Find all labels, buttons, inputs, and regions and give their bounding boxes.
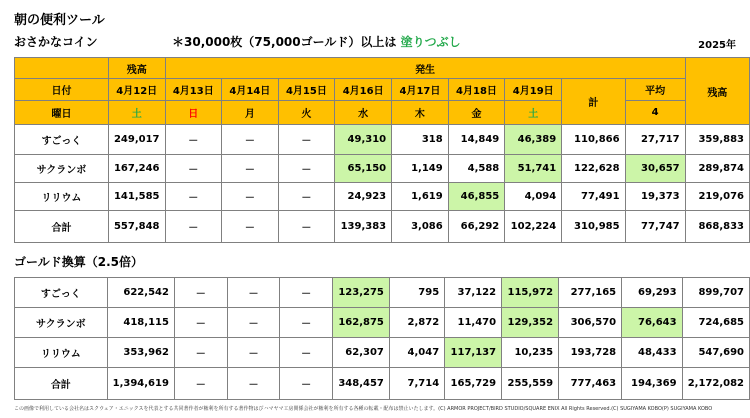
start-balance: 141,585: [108, 183, 165, 211]
daily-value: －: [278, 125, 335, 155]
daily-value: 4,094: [505, 183, 562, 211]
end-balance: 289,874: [685, 155, 749, 183]
header-start-date: 4月12日: [108, 79, 165, 101]
header-youbi: 曜日: [15, 101, 109, 125]
table-row: [15, 211, 750, 243]
daily-value: 1,619: [392, 183, 449, 211]
daily-value: 318: [392, 125, 449, 155]
total-value: 310,985: [562, 211, 625, 243]
table-row: [15, 278, 750, 308]
daily-value: 51,741: [505, 155, 562, 183]
daily-value: 62,307: [332, 338, 389, 368]
header-date: 4月14日: [222, 79, 279, 101]
daily-value: －: [222, 155, 279, 183]
header-zandaka-start: 残高: [108, 58, 165, 79]
header-date: 4月16日: [335, 79, 392, 101]
header-day: 金: [448, 101, 505, 125]
total-value: 306,570: [559, 308, 622, 338]
header-hizuke: 日付: [15, 79, 109, 101]
daily-value: 117,137: [445, 338, 502, 368]
daily-value: －: [174, 338, 227, 368]
start-balance: 167,246: [108, 155, 165, 183]
daily-value: －: [280, 308, 333, 338]
daily-value: 162,875: [332, 308, 389, 338]
header-kei: 計: [562, 79, 625, 125]
start-balance: 622,542: [107, 278, 174, 308]
gold-section-title: ゴールド換算（2.5倍）: [14, 255, 144, 269]
header-heikin-value: 4: [625, 101, 685, 125]
daily-value: 49,310: [335, 125, 392, 155]
row-label: リリウム: [15, 183, 109, 211]
daily-value: 4,588: [448, 155, 505, 183]
end-balance: 359,883: [685, 125, 749, 155]
gold-table: [14, 277, 750, 400]
start-balance: 557,848: [108, 211, 165, 243]
average-value: 77,747: [625, 211, 685, 243]
note-prefix: ＊30,000枚（75,000ゴールド）以上は: [172, 35, 397, 49]
row-label: サクランボ: [15, 308, 108, 338]
total-value: 77,491: [562, 183, 625, 211]
copyright-footer: この画像で利用している会社名はスクウェア・エニックスを代表とする共同著作者が権利を所有する著作物はびハマヤマ工房関係会社が権利を所有する各種の転載・配布は禁止いたします。(C) ARMOR PROJECT/BIRD STUDIO/SQUARE ENIX All Rights Reserved.(C) SUGIYAMA KOBO(P) SUGIYAMA KOBO: [14, 406, 713, 412]
end-balance: 2,172,082: [682, 368, 749, 400]
daily-value: 115,972: [502, 278, 559, 308]
average-value: 27,717: [625, 125, 685, 155]
header-date: 4月15日: [278, 79, 335, 101]
table-row: [15, 368, 750, 400]
daily-value: 2,872: [389, 308, 444, 338]
daily-value: 37,122: [445, 278, 502, 308]
daily-value: －: [227, 338, 280, 368]
header-day: 木: [392, 101, 449, 125]
daily-value: －: [227, 308, 280, 338]
daily-value: －: [227, 278, 280, 308]
daily-value: －: [280, 368, 333, 400]
average-value: 30,657: [625, 155, 685, 183]
daily-value: 65,150: [335, 155, 392, 183]
daily-value: 102,224: [505, 211, 562, 243]
header-date: 4月17日: [392, 79, 449, 101]
average-value: 19,373: [625, 183, 685, 211]
daily-value: －: [165, 183, 222, 211]
daily-value: 11,470: [445, 308, 502, 338]
daily-value: －: [280, 338, 333, 368]
year-label: 2025年: [698, 40, 736, 51]
daily-value: 1,149: [392, 155, 449, 183]
start-balance: 418,115: [107, 308, 174, 338]
daily-value: 66,292: [448, 211, 505, 243]
header-date: 4月19日: [505, 79, 562, 101]
table-row: [15, 183, 750, 211]
highlight-note: [172, 33, 461, 50]
total-value: 777,463: [559, 368, 622, 400]
coin-table: [14, 57, 750, 243]
daily-value: 3,086: [392, 211, 449, 243]
end-balance: 547,690: [682, 338, 749, 368]
start-balance: 249,017: [108, 125, 165, 155]
note-highlight: 塗りつぶし: [400, 35, 461, 49]
end-balance: 899,707: [682, 278, 749, 308]
total-value: 193,728: [559, 338, 622, 368]
header-date: 4月18日: [448, 79, 505, 101]
daily-value: 24,923: [335, 183, 392, 211]
daily-value: 46,855: [448, 183, 505, 211]
header-day: 火: [278, 101, 335, 125]
table-row: [15, 155, 750, 183]
row-label: 合計: [15, 211, 109, 243]
average-value: 76,643: [622, 308, 682, 338]
header-date: 4月13日: [165, 79, 222, 101]
end-balance: 724,685: [682, 308, 749, 338]
header-start-day: 土: [108, 101, 165, 125]
daily-value: －: [165, 125, 222, 155]
daily-value: 10,235: [502, 338, 559, 368]
daily-value: 795: [389, 278, 444, 308]
daily-value: 7,714: [389, 368, 444, 400]
daily-value: －: [278, 183, 335, 211]
average-value: 194,369: [622, 368, 682, 400]
table-row: [15, 338, 750, 368]
header-day: 日: [165, 101, 222, 125]
header-hassei: 発生: [165, 58, 685, 79]
header-zandaka-end: 残高: [685, 58, 749, 125]
row-label: サクランボ: [15, 155, 109, 183]
daily-value: －: [222, 125, 279, 155]
end-balance: 219,076: [685, 183, 749, 211]
daily-value: 129,352: [502, 308, 559, 338]
daily-value: 255,559: [502, 368, 559, 400]
daily-value: －: [280, 278, 333, 308]
row-label: すごっく: [15, 278, 108, 308]
header-blank: [15, 58, 109, 79]
end-balance: 868,833: [685, 211, 749, 243]
row-label: すごっく: [15, 125, 109, 155]
daily-value: －: [222, 183, 279, 211]
daily-value: 348,457: [332, 368, 389, 400]
total-value: 110,866: [562, 125, 625, 155]
table-row: [15, 308, 750, 338]
daily-value: 165,729: [445, 368, 502, 400]
daily-value: －: [174, 278, 227, 308]
daily-value: －: [174, 308, 227, 338]
daily-value: －: [165, 211, 222, 243]
daily-value: 14,849: [448, 125, 505, 155]
coin-section-title: おさかなコイン: [14, 35, 98, 49]
header-day: 水: [335, 101, 392, 125]
daily-value: －: [227, 368, 280, 400]
row-label: 合計: [15, 368, 108, 400]
daily-value: 139,383: [335, 211, 392, 243]
daily-value: －: [278, 211, 335, 243]
daily-value: 123,275: [332, 278, 389, 308]
daily-value: 4,047: [389, 338, 444, 368]
page-title: 朝の便利ツール: [14, 13, 105, 28]
start-balance: 1,394,619: [107, 368, 174, 400]
header-day: 土: [505, 101, 562, 125]
daily-value: －: [174, 368, 227, 400]
average-value: 69,293: [622, 278, 682, 308]
average-value: 48,433: [622, 338, 682, 368]
daily-value: －: [165, 155, 222, 183]
total-value: 277,165: [559, 278, 622, 308]
header-day: 月: [222, 101, 279, 125]
row-label: リリウム: [15, 338, 108, 368]
header-heikin: 平均: [625, 79, 685, 101]
table-row: [15, 125, 750, 155]
daily-value: 46,389: [505, 125, 562, 155]
daily-value: －: [278, 155, 335, 183]
daily-value: －: [222, 211, 279, 243]
start-balance: 353,962: [107, 338, 174, 368]
total-value: 122,628: [562, 155, 625, 183]
